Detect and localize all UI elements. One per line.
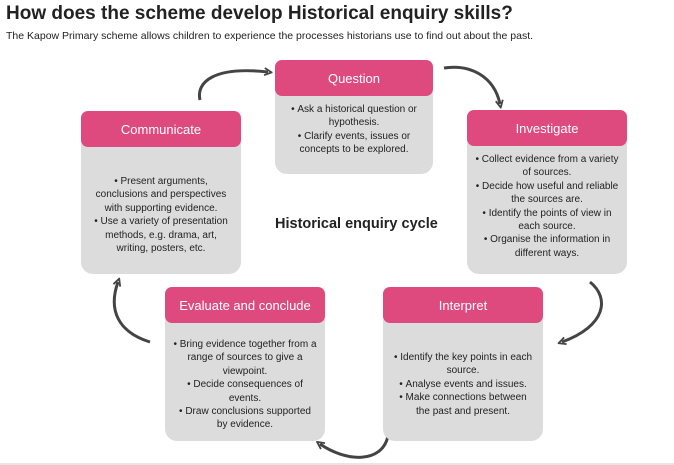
stage-communicate-title: Communicate bbox=[81, 111, 241, 147]
cycle-center-label: Historical enquiry cycle bbox=[275, 216, 438, 232]
stage-interpret-point: • Analyse events and issues. bbox=[391, 378, 535, 391]
stage-interpret bbox=[383, 287, 543, 441]
arrow-question-to-investigate bbox=[444, 67, 500, 104]
stage-question-title: Question bbox=[275, 60, 433, 96]
stage-interpret-point: • Identify the key points in each source. bbox=[391, 351, 535, 378]
stage-investigate-point: • Identify the points of view in each source. bbox=[475, 207, 619, 234]
stage-communicate-point: • Present arguments, conclusions and perspectives with supporting evidence. bbox=[89, 175, 233, 215]
stage-evaluate-point: • Decide consequences of events. bbox=[173, 378, 317, 405]
stage-investigate-point: • Organise the information in different ways. bbox=[475, 233, 619, 260]
stage-evaluate bbox=[165, 287, 325, 441]
stage-investigate-point: • Decide how useful and reliable the sources are. bbox=[475, 180, 619, 207]
stage-investigate-title: Investigate bbox=[467, 110, 627, 146]
arrow-communicate-to-question bbox=[199, 71, 268, 100]
stage-evaluate-point: • Draw conclusions supported by evidence. bbox=[173, 405, 317, 432]
arrow-interpret-to-evaluate bbox=[320, 436, 388, 457]
stage-interpret-title: Interpret bbox=[383, 287, 543, 323]
stage-evaluate-point: • Bring evidence together from a range of sources to give a viewpoint. bbox=[173, 338, 317, 378]
page-subtitle: The Kapow Primary scheme allows children to experience the processes historians use to find out about the past. bbox=[6, 30, 534, 42]
stage-investigate-point: • Collect evidence from a variety of sources. bbox=[475, 153, 619, 180]
arrow-evaluate-to-communicate bbox=[114, 282, 150, 342]
stage-question-point: • Clarify events, issues or concepts to be explored. bbox=[283, 130, 425, 157]
stage-investigate bbox=[467, 110, 627, 274]
stage-evaluate-title: Evaluate and conclude bbox=[165, 287, 325, 323]
stage-interpret-point: • Make connections between the past and present. bbox=[391, 391, 535, 418]
stage-question bbox=[275, 60, 433, 174]
stage-question-point: • Ask a historical question or hypothesis. bbox=[283, 103, 425, 130]
stage-communicate bbox=[81, 111, 241, 274]
stage-communicate-point: • Use a variety of presentation methods, e.g. drama, art, writing, posters, etc. bbox=[89, 215, 233, 255]
page-title: How does the scheme develop Historical enquiry skills? bbox=[6, 3, 513, 24]
arrow-investigate-to-interpret bbox=[562, 282, 602, 342]
